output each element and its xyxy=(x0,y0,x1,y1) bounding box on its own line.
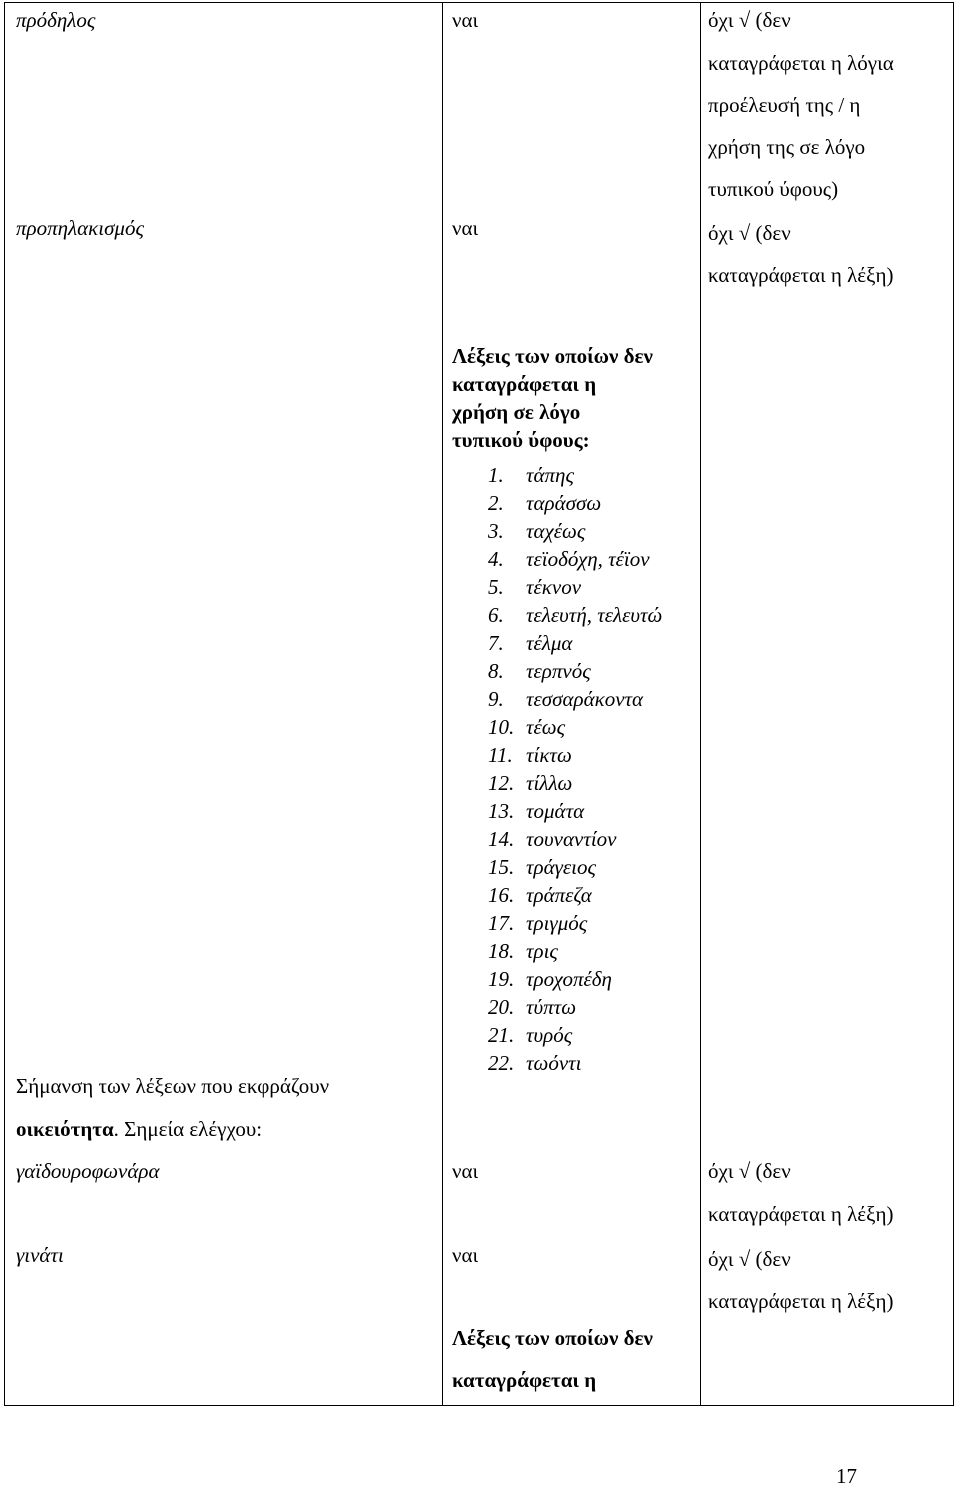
page-number: 17 xyxy=(836,1464,857,1488)
list-item: 22. τωόντι xyxy=(488,1051,582,1075)
row-note-line: τυπικού ύφους) xyxy=(708,177,839,201)
list-item: 2. ταράσσω xyxy=(488,491,602,515)
row-note-line: καταγράφεται η λέξη) xyxy=(708,1289,894,1313)
row-note-line: καταγράφεται η λέξη) xyxy=(708,1202,894,1226)
row-value-gaidourofonara: ναι xyxy=(452,1159,479,1183)
row-word-prodilos: πρόδηλος xyxy=(16,8,96,32)
row-note-line: προέλευσή της / η xyxy=(708,93,861,117)
list-item: 15. τράγειος xyxy=(488,855,597,879)
section-heading-line1: Σήμανση των λέξεων που εκφράζουν xyxy=(16,1074,330,1098)
row-value-prodilos: ναι xyxy=(452,8,479,32)
row-word-ginati: γινάτι xyxy=(16,1243,64,1267)
list-item: 17. τριγμός xyxy=(488,911,588,935)
list-title-line: καταγράφεται η xyxy=(452,372,597,396)
list-item: 18. τρις xyxy=(488,939,558,963)
list-title-line: χρήση σε λόγο xyxy=(452,400,581,424)
row-note-line: όχι √ (δεν xyxy=(708,8,791,32)
bottom-title-line: Λέξεις των οποίων δεν xyxy=(452,1326,653,1350)
list-item: 8. τερπνός xyxy=(488,659,591,683)
row-note-line: καταγράφεται η λόγια xyxy=(708,51,894,75)
list-item: 21. τυρός xyxy=(488,1023,573,1047)
list-item: 3. ταχέως xyxy=(488,519,586,543)
list-item: 6. τελευτή, τελευτώ xyxy=(488,603,663,627)
list-item: 1. τάπης xyxy=(488,463,574,487)
column-divider-1 xyxy=(442,3,443,1405)
list-item: 9. τεσσαράκοντα xyxy=(488,687,644,711)
list-title-line: τυπικού ύφους: xyxy=(452,428,590,452)
list-item: 4. τεϊοδόχη, τέϊον xyxy=(488,547,650,571)
section-heading-line2: οικειότητα. Σημεία ελέγχου: xyxy=(16,1117,263,1141)
list-item: 12. τίλλω xyxy=(488,771,573,795)
list-item: 14. τουναντίον xyxy=(488,827,617,851)
list-title-line: Λέξεις των οποίων δεν xyxy=(452,344,653,368)
list-item: 11. τίκτω xyxy=(488,743,572,767)
row-note-line: όχι √ (δεν xyxy=(708,1247,791,1271)
list-item: 13. τομάτα xyxy=(488,799,585,823)
row-value-propilakismos: ναι xyxy=(452,216,479,240)
row-note-line: όχι √ (δεν xyxy=(708,221,791,245)
row-note-line: όχι √ (δεν xyxy=(708,1159,791,1183)
row-word-gaidourofonara: γαϊδουροφωνάρα xyxy=(16,1159,160,1183)
list-item: 7. τέλμα xyxy=(488,631,573,655)
list-item: 20. τύπτω xyxy=(488,995,577,1019)
list-item: 10. τέως xyxy=(488,715,566,739)
list-item: 16. τράπεζα xyxy=(488,883,592,907)
bottom-title-line: καταγράφεται η xyxy=(452,1368,597,1392)
list-item: 19. τροχοπέδη xyxy=(488,967,612,991)
word-list xyxy=(488,461,662,1077)
row-note-line: χρήση της σε λόγο xyxy=(708,135,866,159)
list-item: 5. τέκνον xyxy=(488,575,582,599)
row-note-line: καταγράφεται η λέξη) xyxy=(708,263,894,287)
word-table xyxy=(4,2,954,1406)
row-value-ginati: ναι xyxy=(452,1243,479,1267)
row-word-propilakismos: προπηλακισμός xyxy=(16,216,144,240)
column-divider-2 xyxy=(700,3,701,1405)
